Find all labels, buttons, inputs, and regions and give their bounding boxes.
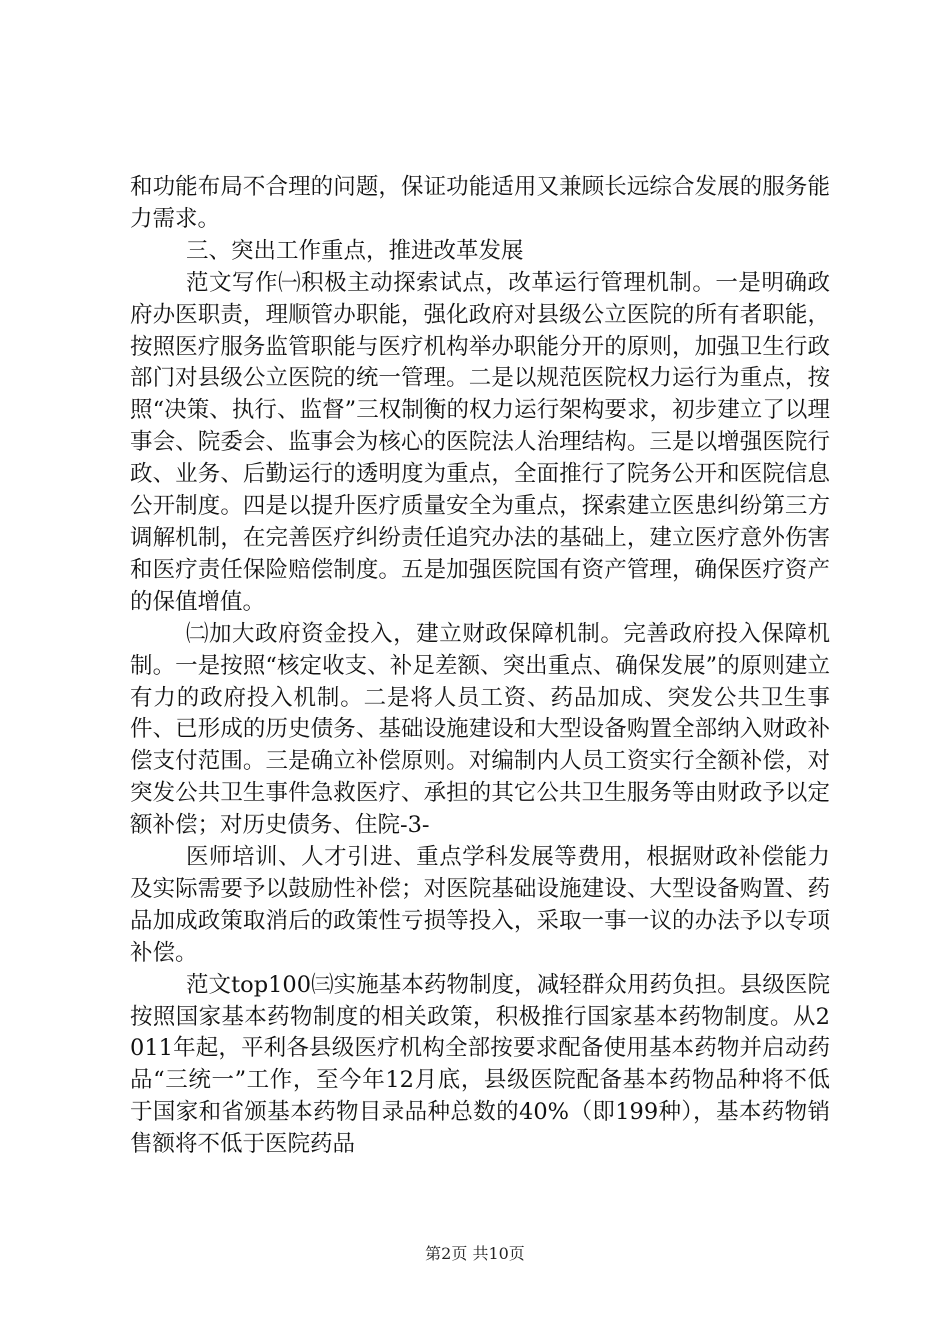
paragraph-essential-drugs: 范文top100㈢实施基本药物制度，减轻群众用药负担。县级医院按照国家基本药物制度的相关政策，积极推行国家基本药物制度。从2011年起，平利各县级医疗机构全部按要求配备使用基本药物并启动药品“三统一”工作，至今年12月底，县级医院配备基本药物品种将不低于国家和省颁基本药物目录品种总数的40%（即199种），基本药物销售额将不低于医院药品 xyxy=(130,971,830,1158)
section-heading: 三、突出工作重点，推进改革发展 xyxy=(186,237,524,264)
page-number-footer: 第2页 共10页 xyxy=(425,1244,525,1263)
paragraph-compensation: 医师培训、人才引进、重点学科发展等费用，根据财政补偿能力及实际需要予以鼓励性补偿；对医院基础设施建设、大型设备购置、药品加成政策取消后的政策性亏损等投入，采取一事一议的办法予以专项补偿。 xyxy=(130,844,830,966)
paragraph-reform-mechanism: 范文写作㈠积极主动探索试点，改革运行管理机制。一是明确政府办医职责，理顺管办职能，强化政府对县级公立医院的所有者职能，按照医疗服务监管职能与医疗机构举办职能分开的原则，加强卫生行政部门对县级公立医院的统一管理。二是以规范医院权力运行为重点，按照“决策、执行、监督”三权制衡的权力运行架构要求，初步建立了以理事会、院委会、监事会为核心的医院法人治理结构。三是以增强医院行政、业务、后勤运行的透明度为重点，全面推行了院务公开和医院信息公开制度。四是以提升医疗质量安全为重点，探索建立医患纠纷第三方调解机制，在完善医疗纠纷责任追究办法的基础上，建立医疗意外伤害和医疗责任保险赔偿制度。五是加强医院国有资产管理，确保医疗资产的保值增值。 xyxy=(130,269,830,615)
paragraph-continuation: 和功能布局不合理的问题，保证功能适用又兼顾长远综合发展的服务能力需求。 xyxy=(130,174,830,232)
document-body xyxy=(130,172,830,1161)
paragraph-government-funding: ㈡加大政府资金投入，建立财政保障机制。完善政府投入保障机制。一是按照“核定收支、补足差额、突出重点、确保发展”的原则建立有力的政府投入机制。二是将人员工资、药品加成、突发公共卫生事件、已形成的历史债务、基础设施建设和大型设备购置全部纳入财政补偿支付范围。三是确立补偿原则。对编制内人员工资实行全额补偿，对突发公共卫生事件急救医疗、承担的其它公共卫生服务等由财政予以定额补偿；对历史债务、住院-3- xyxy=(130,620,830,839)
